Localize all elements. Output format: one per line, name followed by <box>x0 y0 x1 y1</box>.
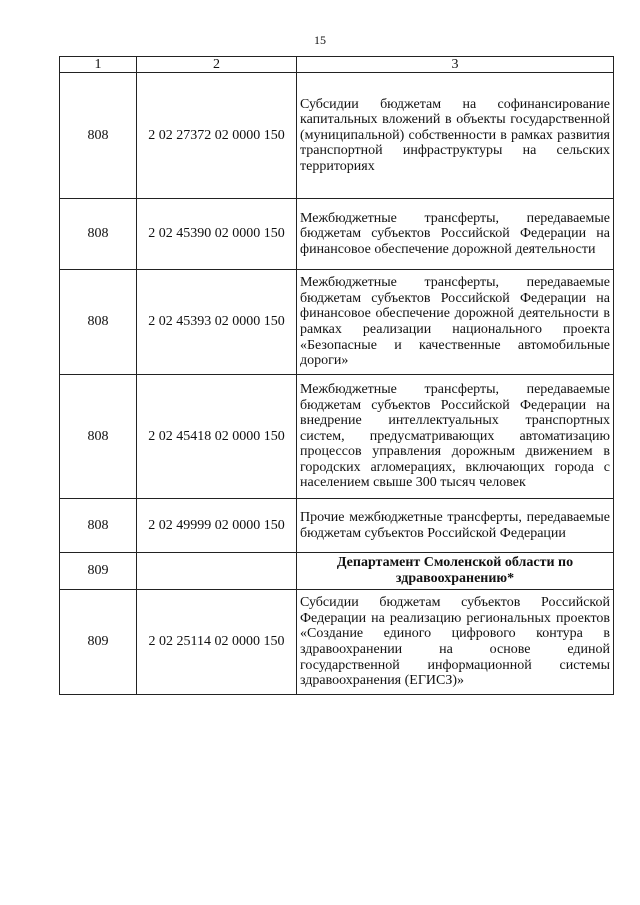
revenue-code-cell: 2 02 45390 02 0000 150 <box>137 199 297 270</box>
revenue-name-cell: Межбюджетные трансферты, передаваемые бюджетам субъектов Российской Федерации на финансовое обеспечение дорожной деятельности <box>297 199 614 270</box>
revenue-code-cell: 2 02 49999 02 0000 150 <box>137 499 297 553</box>
table-header-row <box>60 57 614 73</box>
department-name-cell: Департамент Смоленской области по здравоохранению* <box>297 553 614 590</box>
revenue-code-cell: 2 02 25114 02 0000 150 <box>137 590 297 695</box>
column-header-2: 2 <box>137 57 297 73</box>
table-row <box>60 270 614 375</box>
admin-code-cell: 808 <box>60 270 137 375</box>
admin-code-cell: 809 <box>60 553 137 590</box>
table-row <box>60 73 614 199</box>
table-row <box>60 590 614 695</box>
revenue-name-cell: Прочие межбюджетные трансферты, передаваемые бюджетам субъектов Российской Федерации <box>297 499 614 553</box>
admin-code-cell: 808 <box>60 375 137 499</box>
revenue-name-cell: Межбюджетные трансферты, передаваемые бюджетам субъектов Российской Федерации на внедрение интеллектуальных транспортных систем, предусматривающих автоматизацию процессов управления дорожным движением в городских агломерациях, включающих города с населением свыше 300 тысяч человек <box>297 375 614 499</box>
admin-code-cell: 809 <box>60 590 137 695</box>
table-row <box>60 199 614 270</box>
page-number: 15 <box>314 33 326 47</box>
revenue-name-cell: Межбюджетные трансферты, передаваемые бюджетам субъектов Российской Федерации на финансовое обеспечение дорожной деятельности в рамках реализации национального проекта «Безопасные и качественные автомобильные дороги» <box>297 270 614 375</box>
revenue-code-cell: 2 02 27372 02 0000 150 <box>137 73 297 199</box>
revenue-code-cell <box>137 553 297 590</box>
column-header-1: 1 <box>60 57 137 73</box>
revenue-code-cell: 2 02 45393 02 0000 150 <box>137 270 297 375</box>
column-header-3: 3 <box>297 57 614 73</box>
table-row <box>60 499 614 553</box>
table-row <box>60 375 614 499</box>
revenue-name-cell: Субсидии бюджетам на софинансирование капитальных вложений в объекты государственной (муниципальной) собственности в рамках развития транспортной инфраструктуры на сельских территориях <box>297 73 614 199</box>
department-heading-row <box>60 553 614 590</box>
revenue-code-cell: 2 02 45418 02 0000 150 <box>137 375 297 499</box>
admin-code-cell: 808 <box>60 499 137 553</box>
admin-code-cell: 808 <box>60 73 137 199</box>
revenue-name-cell: Субсидии бюджетам субъектов Российской Федерации на реализацию региональных проектов «Создание единого цифрового контура в здравоохранении на основе единой государственной информационной системы здравоохранения (ЕГИСЗ)» <box>297 590 614 695</box>
revenue-code-table <box>59 56 614 695</box>
admin-code-cell: 808 <box>60 199 137 270</box>
